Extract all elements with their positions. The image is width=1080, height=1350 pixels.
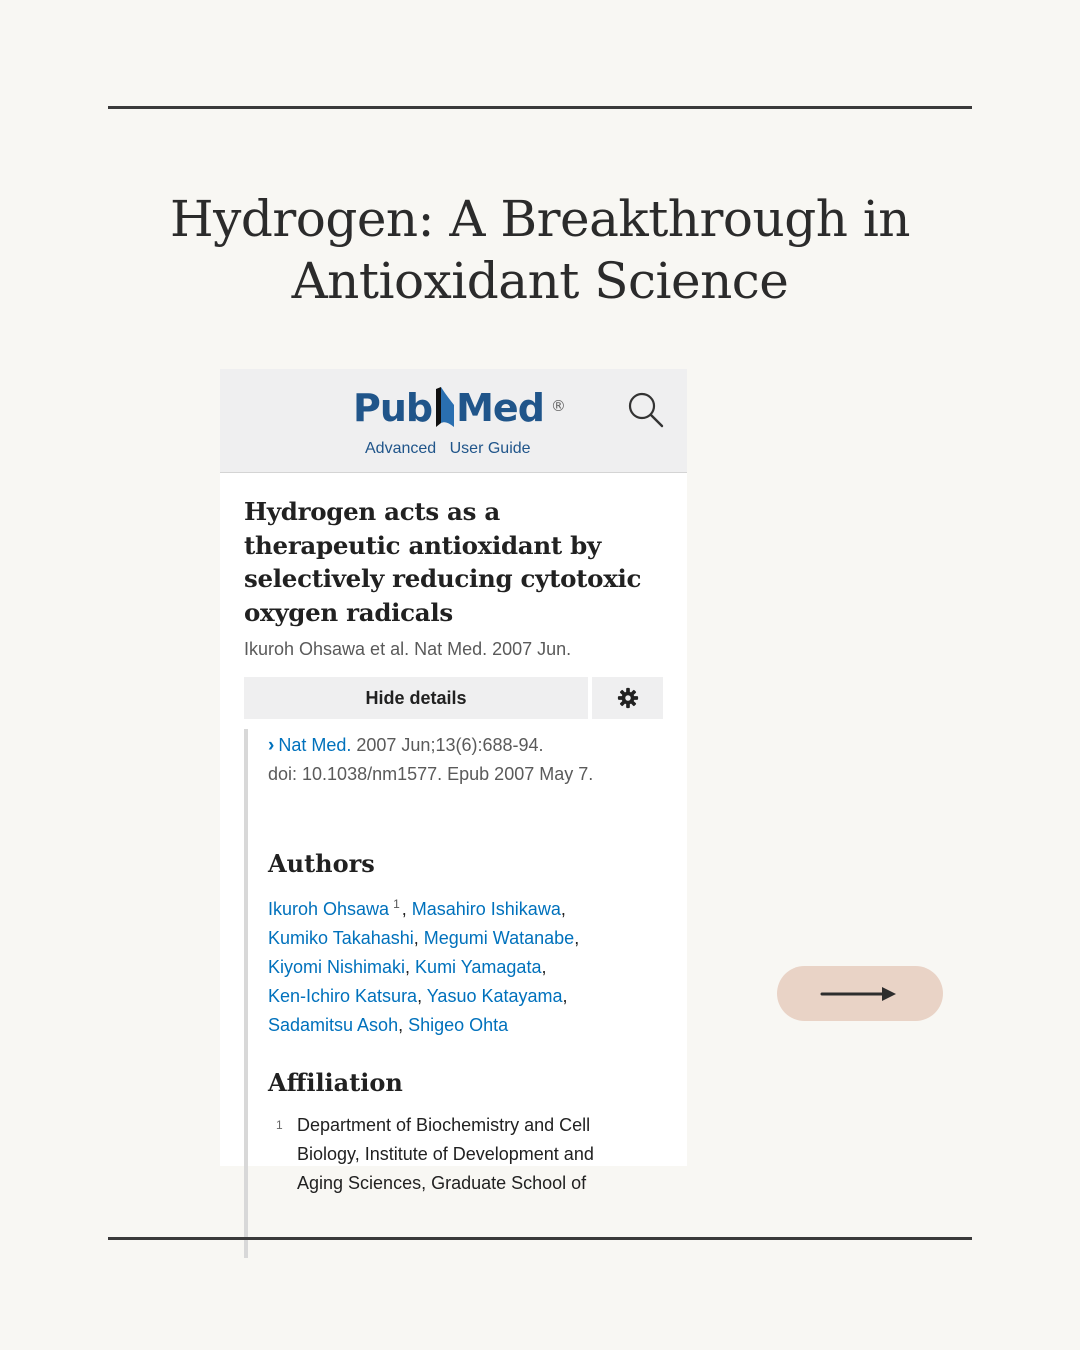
pubmed-header	[220, 369, 687, 473]
registered-mark: ®	[550, 397, 566, 415]
author-link[interactable]: Megumi Watanabe	[423, 928, 575, 948]
search-icon[interactable]	[627, 391, 665, 429]
top-divider	[108, 106, 972, 109]
author-link[interactable]: Masahiro Ishikawa	[411, 899, 561, 919]
affiliation-text: Department of Biochemistry and Cell Biology, Institute of Development and Aging Sciences, Graduate School of	[297, 1115, 594, 1193]
bottom-divider	[108, 1237, 972, 1240]
advanced-search-link[interactable]: Advanced	[365, 440, 437, 457]
author-link[interactable]: Shigeo Ohta	[408, 1015, 509, 1035]
author-link[interactable]: Ikuroh Ohsawa	[268, 899, 390, 919]
author-link[interactable]: Kumi Yamagata	[415, 957, 542, 977]
logo-med: Med	[456, 386, 544, 430]
logo-pub: Pub	[353, 386, 433, 430]
display-settings-button[interactable]	[592, 677, 663, 719]
slide-title-line-1: Hydrogen: A Breakthrough in	[169, 190, 911, 248]
next-slide-button[interactable]	[777, 966, 943, 1021]
affiliation-marker[interactable]: 1	[393, 897, 400, 911]
author-link[interactable]: Sadamitsu Asoh	[268, 1015, 399, 1035]
user-guide-link[interactable]: User Guide	[449, 440, 531, 457]
article-content	[220, 473, 687, 1258]
pubmed-screenshot	[220, 369, 687, 1193]
author-link[interactable]: Kumiko Takahashi	[268, 928, 414, 948]
chevron-right-icon[interactable]: ›	[268, 735, 275, 756]
author-link[interactable]: Yasuo Katayama	[426, 986, 563, 1006]
doi-text: doi: 10.1038/nm1577. Epub 2007 May 7.	[268, 764, 594, 784]
authors-heading: Authors	[268, 849, 375, 878]
journal-link[interactable]: Nat Med.	[278, 735, 352, 755]
author-link[interactable]: Ken-Ichiro Katsura	[268, 986, 418, 1006]
affiliation-item	[268, 1111, 663, 1198]
gear-icon	[617, 687, 639, 709]
article-byline: Ikuroh Ohsawa et al. Nat Med. 2007 Jun.	[244, 639, 572, 659]
author-link[interactable]: Kiyomi Nishimaki	[268, 957, 406, 977]
citation-text: 2007 Jun;13(6):688-94.	[356, 735, 544, 755]
arrow-right-icon	[820, 984, 900, 1004]
details-panel	[244, 729, 663, 1258]
header-links	[365, 440, 540, 458]
affiliation-number: 1	[276, 1118, 283, 1132]
hide-details-button[interactable]: Hide details	[244, 677, 588, 719]
details-toolbar	[244, 677, 663, 719]
affiliation-heading: Affiliation	[268, 1068, 403, 1097]
author-list: Ikuroh Ohsawa $^1$ , Masahiro Ishikawa, Kumiko Takahashi, Megumi Watanabe, Kiyomi Nishimaki, Kumi Yamagata, Ken-Ichiro Katsura, Yasuo Katayama, Sadamitsu Asoh, Shigeo Ohta	[268, 897, 580, 1035]
slide-title	[90, 188, 990, 312]
article-title: Hydrogen acts as a therapeutic antioxidant by selectively reducing cytotoxic oxygen radicals	[244, 497, 642, 627]
citation-block	[268, 729, 663, 789]
pubmed-logo[interactable]	[353, 383, 566, 433]
slide-title-line-2: Antioxidant Science	[291, 252, 789, 310]
book-icon	[433, 383, 455, 433]
